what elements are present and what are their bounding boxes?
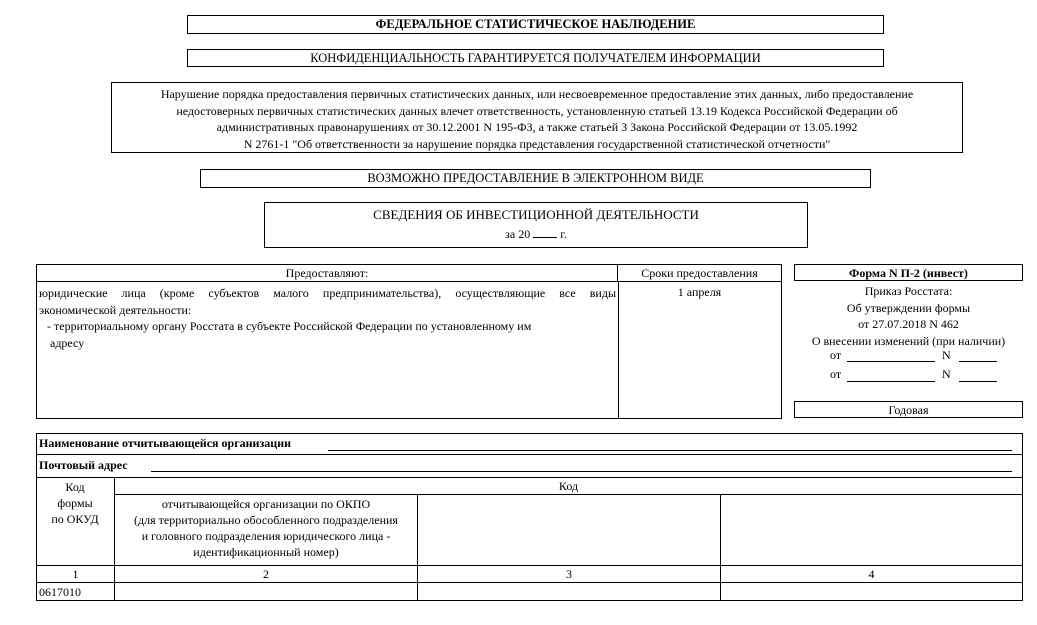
report-title-box — [264, 202, 808, 248]
submitters-line-1: юридические лица (кроме субъектов малого предпринимательства), осуществляющие все виды — [39, 286, 616, 300]
okpo-line-4: идентификационный номер) — [193, 545, 339, 559]
change-from-label-2: от — [830, 367, 842, 381]
okud-value: 0617010 — [39, 585, 81, 599]
confidentiality-text: КОНФИДЕНЦИАЛЬНОСТЬ ГАРАНТИРУЕТСЯ ПОЛУЧАТЕЛЕМ ИНФОРМАЦИИ — [310, 50, 761, 65]
change-number-input-2[interactable] — [959, 381, 997, 382]
federal-observation-text: ФЕДЕРАЛЬНОЕ СТАТИСТИЧЕСКОЕ НАБЛЮДЕНИЕ — [375, 17, 696, 31]
code-value-cell-3[interactable] — [418, 583, 720, 599]
submitters-line-3: - территориальному органу Росстата в субъекте Российской Федерации по установленному им — [47, 319, 532, 333]
electronic-submission-text: ВОЗМОЖНО ПРЕДОСТАВЛЕНИЕ В ЭЛЕКТРОННОМ ВИДЕ — [367, 171, 704, 185]
confidentiality-banner — [187, 49, 884, 67]
row-divider-1 — [37, 454, 1022, 455]
row-divider-2 — [37, 477, 1022, 478]
change-n-label-2: N — [942, 367, 951, 381]
warning-line-3: административных правонарушениях от 30.12.2001 N 195-ФЗ, а также статьей 3 Закона Российской Федерации от 13.05.1992 — [216, 120, 858, 134]
changes-label: О внесении изменений (при наличии) — [811, 333, 1006, 348]
okud-header-line-1: Код — [65, 480, 85, 494]
code-header: Код — [558, 479, 579, 493]
form-number-box — [794, 264, 1023, 281]
okpo-header — [115, 496, 417, 560]
federal-observation-banner — [187, 15, 884, 34]
change-date-input-1[interactable] — [847, 361, 935, 362]
organization-name-input[interactable] — [328, 450, 1012, 451]
change-n-label-1: N — [942, 348, 951, 362]
number-row-top — [37, 565, 1022, 566]
okud-header-line-3: по ОКУД — [51, 512, 99, 526]
change-row-1 — [830, 348, 841, 363]
electronic-submission-banner — [200, 169, 871, 188]
okpo-value-cell[interactable] — [115, 583, 417, 599]
organization-name-label: Наименование отчитывающейся организации — [39, 436, 292, 450]
warning-line-1: Нарушение порядка предоставления первичных статистических данных, или несвоевременное предоставление этих данных, либо предоставление — [160, 87, 914, 101]
change-row-2 — [830, 367, 841, 382]
col-number-1: 1 — [72, 567, 79, 581]
report-title: СВЕДЕНИЯ ОБ ИНВЕСТИЦИОННОЙ ДЕЯТЕЛЬНОСТИ — [373, 207, 699, 222]
periodicity: Годовая — [888, 403, 929, 417]
warning-line-4: N 2761-1 "Об ответственности за нарушение порядка представления государственной статистической отчетности" — [243, 136, 831, 151]
okpo-line-2: (для территориально обособленного подразделения — [134, 513, 398, 527]
code-value-cell-4[interactable] — [721, 583, 1022, 599]
col-number-4: 4 — [868, 567, 875, 581]
organization-table — [36, 433, 1023, 601]
postal-address-label: Почтовый адрес — [39, 458, 128, 472]
submitters-divider — [618, 282, 619, 418]
order-info — [794, 283, 1023, 349]
submitters-line-2: экономической деятельности: — [39, 302, 192, 317]
postal-address-input[interactable] — [151, 471, 1012, 472]
order-line-1: Об утверждении формы — [846, 300, 971, 315]
year-prefix: за 20 — [505, 227, 531, 241]
col-number-3: 3 — [566, 567, 572, 581]
form-number: Форма N П-2 (инвест) — [849, 266, 968, 280]
submitters-line-4: адресу — [50, 335, 85, 350]
deadline-header: Сроки предоставления — [618, 265, 781, 282]
year-suffix: г. — [560, 227, 567, 241]
okpo-line-3: и головного подразделения юридического лица - — [141, 529, 391, 543]
year-input-line[interactable] — [533, 226, 557, 238]
report-year — [265, 226, 807, 242]
legal-warning-box — [111, 82, 963, 153]
periodicity-box — [794, 401, 1023, 418]
submitters-header: Предоставляют: — [37, 265, 618, 282]
code-header-divider — [114, 494, 1022, 495]
change-from-label-1: от — [830, 348, 842, 362]
okud-header-line-2: формы — [57, 496, 93, 510]
change-date-input-2[interactable] — [847, 381, 935, 382]
warning-line-2: недостоверных первичных статистических данных влечет ответственность, установленную статьей 13.19 Кодекса Российской Федерации об — [176, 103, 898, 118]
deadline-value: 1 апреля — [677, 285, 722, 299]
col-number-2: 2 — [263, 567, 269, 581]
order-title: Приказ Росстата: — [864, 284, 953, 298]
order-line-2: от 27.07.2018 N 462 — [858, 317, 959, 331]
okpo-line-1: отчитывающейся организации по ОКПО — [161, 497, 371, 511]
submitters-text — [39, 285, 616, 351]
okud-header — [37, 479, 113, 527]
change-number-input-1[interactable] — [959, 361, 997, 362]
submitters-table — [36, 264, 782, 419]
